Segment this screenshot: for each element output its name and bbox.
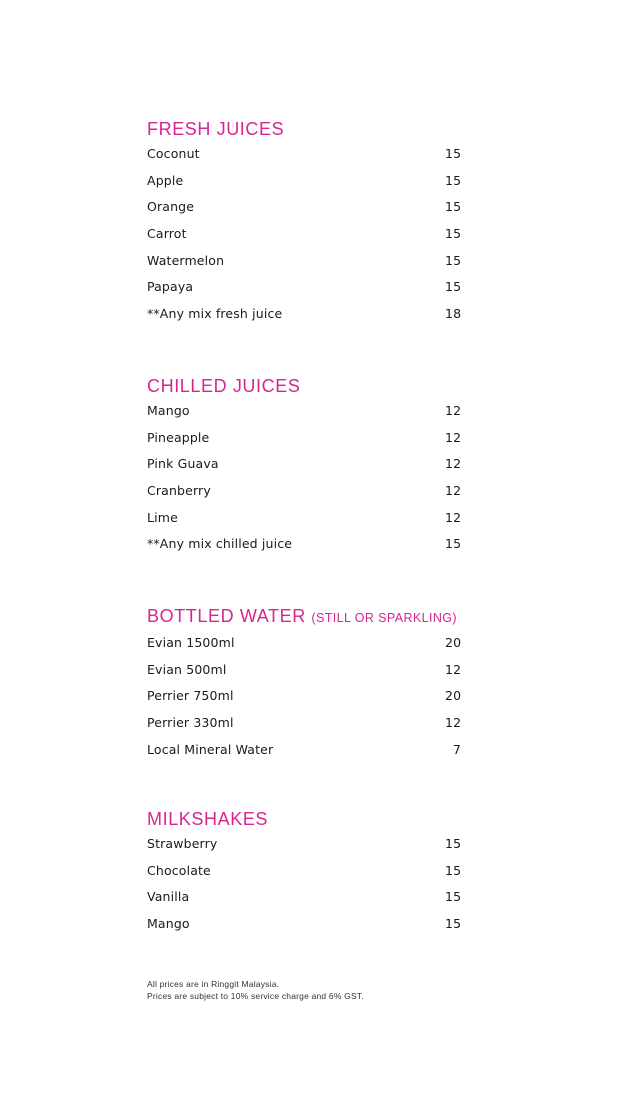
item-price: 15 [445, 889, 462, 905]
item-price: 15 [445, 836, 462, 851]
item-price: 12 [445, 715, 462, 731]
menu-item [147, 661, 477, 688]
item-price: 15 [445, 252, 462, 268]
item-price: 7 [452, 741, 461, 757]
item-name: Perrier 330ml [147, 715, 234, 731]
item-name: Mango [147, 403, 190, 418]
menu-item [147, 634, 477, 661]
section-chilled-juices [147, 376, 477, 562]
menu-item [147, 862, 477, 889]
menu-item [147, 482, 477, 509]
section-milkshakes [147, 809, 477, 942]
item-name: **Any mix fresh juice [147, 306, 283, 322]
item-price: 15 [445, 146, 462, 161]
item-name: Perrier 750ml [147, 688, 234, 704]
footnotes [147, 978, 477, 1002]
menu-item [147, 402, 477, 429]
item-name: Orange [147, 199, 195, 215]
item-name: Cranberry [147, 483, 211, 499]
item-price: 12 [445, 509, 462, 525]
menu-item [147, 687, 477, 714]
item-list [147, 634, 477, 767]
item-price: 12 [445, 429, 462, 445]
section-title [147, 606, 477, 628]
charges-note: Prices are subject to 10% service charge and 6% GST. [147, 991, 364, 1001]
item-name: Mango [147, 916, 190, 932]
item-price: 15 [445, 226, 462, 242]
item-name: Evian 500ml [147, 661, 227, 677]
item-name: Lime [147, 509, 178, 525]
menu-item [147, 509, 477, 536]
menu-item [147, 252, 477, 279]
item-name: Local Mineral Water [147, 741, 274, 757]
menu-item [147, 278, 477, 305]
menu-item [147, 455, 477, 482]
item-name: Chocolate [147, 862, 211, 878]
item-name: Coconut [147, 146, 200, 161]
menu-item [147, 225, 477, 252]
item-list [147, 835, 477, 942]
item-price: 18 [445, 306, 462, 322]
item-name: Evian 1500ml [147, 635, 235, 650]
item-name: Strawberry [147, 836, 218, 851]
item-price: 20 [445, 688, 462, 704]
menu-item [147, 741, 477, 768]
item-list [147, 145, 477, 332]
item-price: 20 [445, 635, 462, 650]
menu-item [147, 429, 477, 456]
menu-item [147, 172, 477, 199]
menu-item [147, 714, 477, 741]
section-title: MILKSHAKES [147, 809, 269, 829]
item-name: Watermelon [147, 252, 225, 268]
menu-item [147, 535, 477, 562]
item-name: Pink Guava [147, 456, 219, 472]
item-price: 15 [445, 279, 462, 295]
section-title-text: BOTTLED WATER [147, 606, 306, 626]
menu-item [147, 888, 477, 915]
item-price: 15 [445, 916, 462, 932]
item-name: Pineapple [147, 429, 210, 445]
item-price: 15 [445, 862, 462, 878]
item-price: 12 [445, 483, 462, 499]
currency-note: All prices are in Ringgit Malaysia. [147, 979, 280, 989]
item-price: 12 [445, 456, 462, 472]
item-name: Carrot [147, 226, 187, 242]
item-name: Apple [147, 172, 184, 188]
section-title: CHILLED JUICES [147, 376, 301, 396]
item-name: Papaya [147, 279, 194, 295]
section-title: FRESH JUICES [147, 119, 285, 139]
menu-item [147, 835, 477, 862]
item-name: **Any mix chilled juice [147, 536, 293, 552]
menu-item [147, 915, 477, 942]
item-price: 15 [445, 199, 462, 215]
menu-item [147, 198, 477, 225]
item-price: 15 [445, 536, 462, 552]
item-name: Vanilla [147, 889, 190, 905]
section-fresh-juices [147, 119, 477, 332]
item-price: 15 [445, 172, 462, 188]
section-subtitle: (STILL OR SPARKLING) [311, 611, 457, 625]
menu-item [147, 305, 477, 332]
item-price: 12 [445, 661, 462, 677]
item-list [147, 402, 477, 562]
menu-item [147, 145, 477, 172]
section-bottled-water [147, 606, 477, 767]
item-price: 12 [445, 403, 462, 418]
